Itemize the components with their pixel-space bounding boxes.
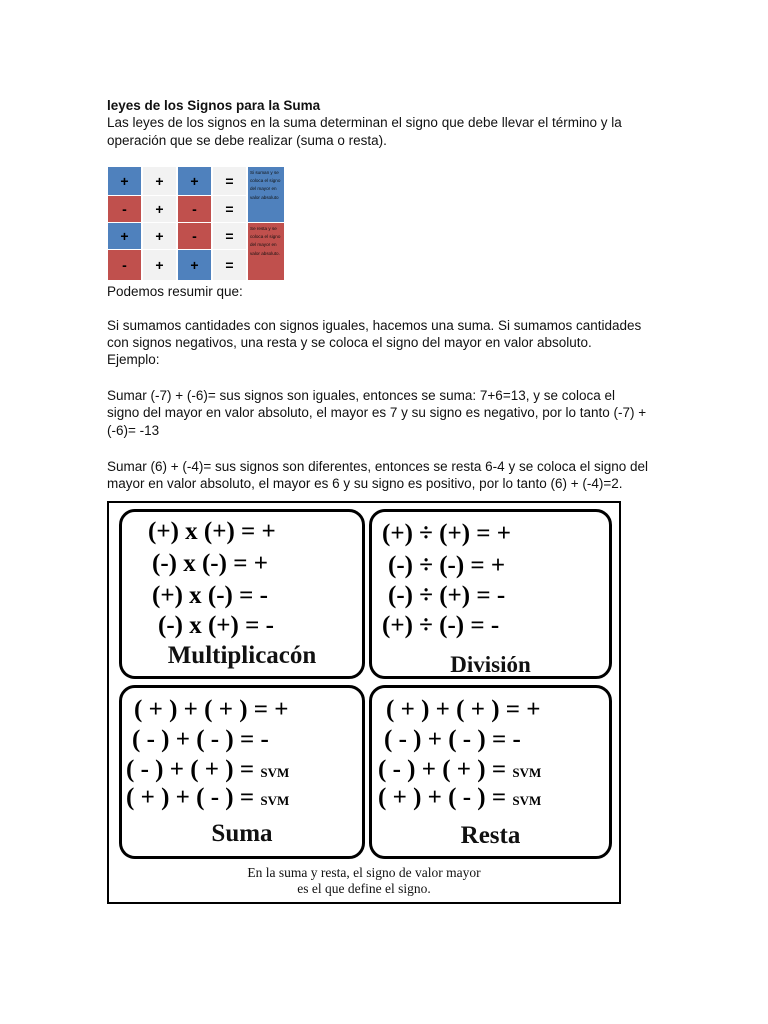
sign-cell: =: [213, 223, 246, 249]
sign-cell: +: [143, 223, 176, 249]
intro-line-2: operación que se debe realizar (suma o resta).: [107, 133, 387, 148]
division-label: División: [450, 652, 531, 677]
sign-cell: +: [108, 223, 141, 249]
suma-label: Suma: [211, 820, 273, 847]
figure-footer-line-1: En la suma y resta, el signo de valor mayor: [247, 865, 481, 880]
sign-cell: -: [178, 196, 211, 222]
example1-line-3: (-6)= -13: [107, 423, 160, 438]
example2-line-1: Sumar (6) + (-4)= sus signos son diferentes, entonces se resta 6-4 y se coloca el signo del: [107, 459, 649, 474]
division-box: [369, 509, 612, 679]
multiplication-rule: (-) x (-) = +: [152, 550, 268, 577]
resta-label: Resta: [460, 822, 521, 849]
sign-note-top: Si suman y se coloca el signo del mayor en valor absoluto: [248, 167, 284, 222]
resta-rule: ( - ) + ( + ) = SVM: [378, 756, 542, 783]
intro-line-1: Las leyes de los signos en la suma determinan el signo que debe llevar el término y la: [107, 115, 622, 130]
division-rule: (+) ÷ (+) = +: [382, 520, 512, 547]
example2-line-2: mayor en valor absoluto, el mayor es 6 y su signo es positivo, por lo tanto (6) + (-4)=2.: [107, 476, 623, 491]
division-rule: (+) ÷ (-) = -: [382, 612, 500, 639]
sign-cell: +: [108, 167, 141, 195]
page-title: leyes de los Signos para la Suma: [107, 98, 321, 113]
summary-intro: Podemos resumir que:: [107, 284, 243, 299]
example1-line-2: signo del mayor en valor absoluto, el mayor es 7 y su signo es negativo, por lo tanto (-7) +: [107, 405, 647, 420]
sign-note-bottom: Se resta y se coloca el signo del mayor en valor absoluto.: [248, 223, 284, 280]
sign-cell: +: [143, 250, 176, 280]
multiplication-label: Multiplicacón: [167, 642, 317, 669]
suma-rule: ( + ) + ( + ) = +: [134, 696, 289, 723]
division-rule: (-) ÷ (+) = -: [388, 582, 506, 609]
sign-cell: =: [213, 250, 246, 280]
sign-cell: =: [213, 196, 246, 222]
sign-cell: +: [143, 167, 176, 195]
suma-rule: ( - ) + ( + ) = SVM: [126, 756, 290, 783]
multiplication-rule: (+) x (+) = +: [148, 518, 276, 545]
para1-line-3: Ejemplo:: [107, 352, 160, 367]
sign-cell: -: [108, 250, 141, 280]
resta-rule: ( - ) + ( - ) = -: [384, 726, 521, 753]
sign-table: [108, 167, 284, 280]
sign-cell: +: [178, 167, 211, 195]
sign-cell: +: [178, 250, 211, 280]
sign-cell: =: [213, 167, 246, 195]
division-rule: (-) ÷ (-) = +: [388, 552, 506, 579]
suma-rule: ( - ) + ( - ) = -: [132, 726, 269, 753]
sign-rules-figure: [107, 501, 621, 904]
example1-line-1: Sumar (-7) + (-6)= sus signos son iguales, entonces se suma: 7+6=13, y se coloca el: [107, 388, 616, 403]
sign-cell: +: [143, 196, 176, 222]
resta-rule: ( + ) + ( + ) = +: [386, 696, 541, 723]
sign-cell: -: [178, 223, 211, 249]
para1-line-2: con signos negativos, una resta y se coloca el signo del mayor en valor absoluto.: [107, 335, 592, 350]
figure-footer-line-2: es el que define el signo.: [297, 881, 431, 896]
suma-box: [119, 685, 365, 859]
resta-rule: ( + ) + ( - ) = SVM: [378, 784, 542, 811]
resta-box: [369, 685, 612, 859]
multiplication-box: [119, 509, 365, 679]
multiplication-rule: (-) x (+) = -: [158, 612, 274, 639]
suma-rule: ( + ) + ( - ) = SVM: [126, 784, 290, 811]
multiplication-rule: (+) x (-) = -: [152, 582, 268, 609]
sign-cell: -: [108, 196, 141, 222]
para1-line-1: Si sumamos cantidades con signos iguales, hacemos una suma. Si sumamos cantidades: [107, 318, 642, 333]
